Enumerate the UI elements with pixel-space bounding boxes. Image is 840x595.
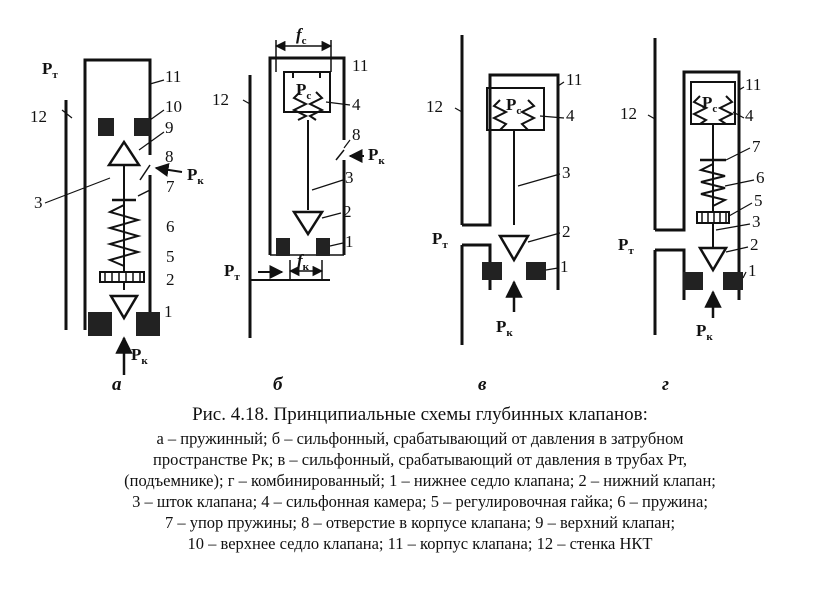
label: 10	[165, 97, 182, 116]
panel-a-labels	[30, 59, 204, 395]
panel-a-pk-arrow-side	[156, 168, 182, 172]
panel-b-seat-left	[276, 238, 290, 256]
panel-a-lower-seat-right	[136, 312, 160, 336]
label: 4	[745, 106, 754, 125]
pressure-label: $P_к$	[368, 145, 385, 167]
label: 6	[756, 168, 765, 187]
panel-a-lower-valve	[111, 296, 137, 318]
panel-c-bellows-valve-tubing	[462, 35, 558, 345]
pressure-label: $P_т$	[618, 235, 634, 257]
label: 9	[165, 118, 174, 137]
label: 11	[745, 75, 762, 94]
caption-line: 7 – упор пружины; 8 – отверстие в корпусе клапана; 9 – верхний клапан;	[164, 513, 676, 532]
label: 11	[165, 67, 182, 86]
label: 3	[34, 193, 43, 212]
label: 7	[752, 137, 761, 156]
panel-b-labels	[212, 25, 385, 395]
panel-c-valve	[500, 236, 528, 260]
panel-d-seat-right	[723, 272, 743, 290]
panel-c-seat-left	[482, 262, 502, 280]
panel-letter: а	[112, 374, 122, 395]
label: 3	[562, 163, 571, 182]
pressure-label: $P_т$	[42, 59, 58, 81]
pressure-label: $P_к$	[131, 345, 148, 367]
panel-a-lower-seat-left	[88, 312, 112, 336]
caption-line: 3 – шток клапана; 4 – сильфонная камера; 5 – регулировочная гайка; 6 – пружина;	[132, 492, 708, 511]
pressure-label: $P_к$	[696, 321, 713, 343]
label: 12	[426, 97, 443, 116]
pressure-label: $P_c$	[506, 95, 522, 117]
panel-a-upper-seat-right	[134, 118, 150, 136]
figure-caption-body	[0, 428, 840, 554]
label: 6	[166, 217, 175, 236]
caption-line: (подъемнике); г – комбинированный; 1 – нижнее седло клапана; 2 – нижний клапан;	[124, 471, 716, 490]
label: 4	[352, 95, 361, 114]
panel-b-valve	[294, 212, 322, 234]
label: 2	[166, 270, 175, 289]
panel-d-combined-valve	[655, 38, 743, 335]
panel-letter: в	[478, 374, 487, 395]
label: 5	[166, 247, 175, 266]
dimension-label: $f_c$	[296, 25, 307, 47]
figure-caption-title: Рис. 4.18. Принципиальные схемы глубинных клапанов:	[192, 404, 648, 425]
label: 2	[750, 235, 759, 254]
label: 4	[566, 106, 575, 125]
panel-a-adjusting-nut	[100, 272, 144, 282]
label: 8	[165, 147, 174, 166]
panel-a-upper-seat-left	[98, 118, 114, 136]
dimension-label: $f_к$	[297, 251, 310, 273]
panel-b-bellows-valve-annulus	[250, 40, 364, 338]
label: 1	[748, 261, 757, 280]
label: 12	[212, 90, 229, 109]
pressure-label: $P_c$	[296, 80, 312, 102]
label: 12	[30, 107, 47, 126]
panel-d-seat-left	[683, 272, 703, 290]
pressure-label: $P_т$	[224, 261, 240, 283]
panel-letter: б	[273, 374, 283, 395]
label: 7	[166, 177, 175, 196]
label: 2	[343, 202, 352, 221]
caption-line: пространстве Pк; в – сильфонный, срабатывающий от давления в трубах Pт,	[153, 450, 687, 469]
label: 2	[562, 222, 571, 241]
label: 3	[345, 168, 354, 187]
label: 12	[620, 104, 637, 123]
label: 3	[752, 212, 761, 231]
pressure-label: $P_к$	[496, 317, 513, 339]
panel-b-seat-right	[316, 238, 330, 256]
label: 1	[345, 232, 354, 251]
panel-d-valve	[700, 248, 726, 270]
panel-a-upper-valve	[109, 142, 139, 165]
label: 8	[352, 125, 361, 144]
caption-line: 10 – верхнее седло клапана; 11 – корпус клапана; 12 – стенка НКТ	[187, 534, 653, 553]
label: 5	[754, 191, 763, 210]
panel-c-seat-right	[526, 262, 546, 280]
label: 11	[566, 70, 583, 89]
pressure-label: $P_т$	[432, 229, 448, 251]
label: 1	[560, 257, 569, 276]
pressure-label: $P_к$	[187, 165, 204, 187]
label: 1	[164, 302, 173, 321]
panel-letter: г	[662, 374, 670, 395]
caption-line: а – пружинный; б – сильфонный, срабатывающий от давления в затрубном	[156, 429, 684, 448]
label: 11	[352, 56, 369, 75]
pressure-label: $P_c$	[702, 93, 718, 115]
